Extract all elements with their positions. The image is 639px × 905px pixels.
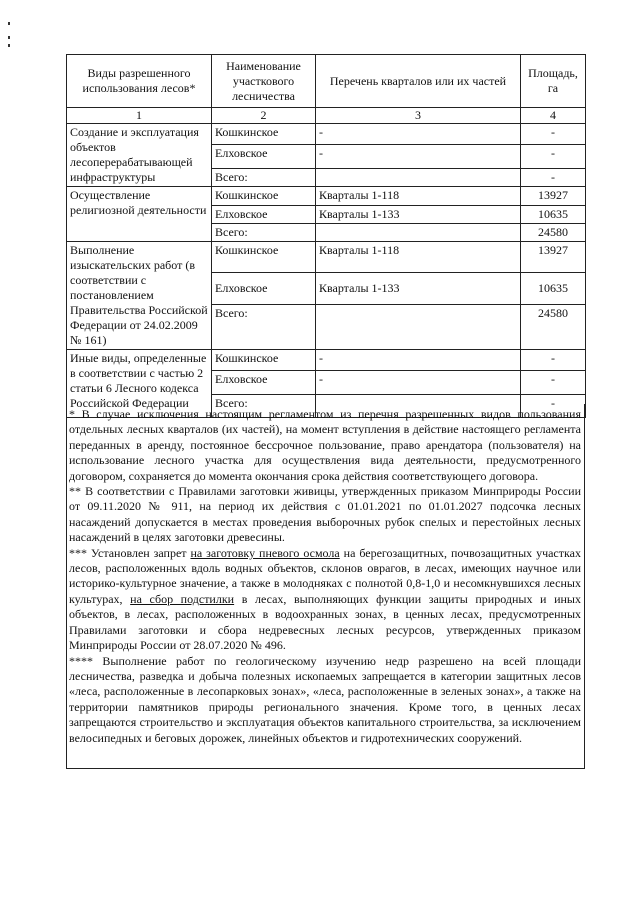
area-cell: 13927 xyxy=(521,187,586,206)
table-header-row xyxy=(67,55,586,108)
forestry-cell: Кошкинское xyxy=(212,124,316,145)
forestry-cell: Елховское xyxy=(212,206,316,224)
area-cell: - xyxy=(521,124,586,145)
footnote-4: **** Выполнение работ по геологическому изучению недр разрешено на всей площади лесничества, разведка и добыча полезных ископаемых запрещается в категории защитных лесов «леса, расположенные в лесопарковых зонах», «леса, расположенные в зеленых зонах», а также на территории памятников природы регионального значения. Кроме того, в ценных лесах запрещаются строительство и эксплуатация объектов капитального строительства, за исключением велосипедных и беговых дорожек, линейных объектов и гидротехнических сооружений. xyxy=(69,653,581,745)
area-total-cell: 24580 xyxy=(521,224,586,242)
scan-artifact xyxy=(8,44,10,47)
quarters-cell: Кварталы 1-133 xyxy=(316,273,521,304)
area-total-cell: - xyxy=(521,395,586,418)
footnote-3-underlined: на сбор подстилки xyxy=(130,591,235,606)
use-type-cell: Иные виды, определенные в соответствии с частью 2 статьи 6 Лесного кодекса Российской Федерации xyxy=(67,350,212,418)
column-number-row xyxy=(67,108,586,124)
forestry-cell: Елховское xyxy=(212,273,316,304)
table-row xyxy=(67,242,586,273)
column-number: 3 xyxy=(316,108,521,124)
forestry-cell: Кошкинское xyxy=(212,350,316,371)
footnote-3-text: в лесах, выполняющих функции защиты природных и иных объектов, в лесах, расположенных в водоохранных зонах, в ценных лесах, предусмотренных Правилами заготовки и сбора недревесных лесных ресурсов, утвержденных приказом Минприроды России от 28.07.2020 № 496. xyxy=(69,591,581,653)
forestry-cell: Елховское xyxy=(212,371,316,395)
forestry-cell: Кошкинское xyxy=(212,187,316,206)
column-number: 1 xyxy=(67,108,212,124)
quarters-cell xyxy=(316,224,521,242)
area-cell: - xyxy=(521,371,586,395)
header-area: Площадь, га xyxy=(521,55,586,108)
footnote-3 xyxy=(69,546,581,654)
forestry-total-cell: Всего: xyxy=(212,304,316,349)
forestry-total-cell: Всего: xyxy=(212,224,316,242)
forestry-cell: Елховское xyxy=(212,145,316,169)
quarters-cell: - xyxy=(316,124,521,145)
permitted-use-table xyxy=(66,54,586,418)
forestry-cell: Кошкинское xyxy=(212,242,316,273)
quarters-cell: - xyxy=(316,350,521,371)
forestry-total-cell: Всего: xyxy=(212,169,316,187)
area-cell: 13927 xyxy=(521,242,586,273)
quarters-cell: Кварталы 1-118 xyxy=(316,242,521,273)
header-quarters: Перечень кварталов или их частей xyxy=(316,55,521,108)
area-cell: - xyxy=(521,145,586,169)
column-number: 2 xyxy=(212,108,316,124)
footnote-2: ** В соответствии с Правилами заготовки живицы, утвержденных приказом Минприроды России от 09.11.2020 № 911, на период их действия с 01.01.2021 по 01.01.2027 подсочка лесных насаждений допускается в местах проведения выборочных рубок спелых и перестойных лесных насаждений в целях заготовки древесины. xyxy=(69,484,581,545)
scan-artifact xyxy=(8,22,10,25)
area-total-cell: - xyxy=(521,169,586,187)
header-forestry: Наименование участкового лесничества xyxy=(212,55,316,108)
scan-artifact xyxy=(8,36,10,39)
footnote-3-underlined: на заготовку пневого осмола xyxy=(190,545,340,560)
area-total-cell: 24580 xyxy=(521,304,586,349)
use-type-cell: Выполнение изыскательских работ (в соответствии с постановлением Правительства Российской Федерации от 24.02.2009 № 161) xyxy=(67,242,212,350)
quarters-cell: Кварталы 1-118 xyxy=(316,187,521,206)
quarters-cell xyxy=(316,169,521,187)
footnote-3-text: на берегозащитных, почвозащитных участках лесов, расположенных вдоль водных объектов, склонов оврагов, в лесах, имеющих научное или историко-культурное значение, а также в молодняках с полнотой 0,8-1,0 и несомкнувшихся лесных культурах, xyxy=(69,545,581,606)
footnote-3-text: *** Установлен запрет xyxy=(69,545,191,560)
area-cell: - xyxy=(521,350,586,371)
table-row xyxy=(67,350,586,371)
header-use-type: Виды разрешенного использования лесов* xyxy=(67,55,212,108)
quarters-cell: Кварталы 1-133 xyxy=(316,206,521,224)
footnotes xyxy=(69,407,581,746)
quarters-cell: - xyxy=(316,371,521,395)
forestry-total-cell: Всего: xyxy=(212,395,316,418)
table-row xyxy=(67,187,586,206)
area-cell: 10635 xyxy=(521,206,586,224)
table-row xyxy=(67,124,586,145)
column-number: 4 xyxy=(521,108,586,124)
use-type-cell: Создание и эксплуатация объектов лесоперерабатывающей инфраструктуры xyxy=(67,124,212,187)
footnote-1: * В случае исключения настоящим регламентом из перечня разрешенных видов пользования отдельных лесных кварталов (их частей), на момент вступления в действие настоящего регламента переданных в аренду, постоянное бессрочное пользование, право арендатора (пользователя) на использование лесного участка для осуществления вида деятельности, предусмотренного договором, сохраняется до момента окончания срока действия соответствующего договора. xyxy=(69,407,581,483)
quarters-cell: - xyxy=(316,145,521,169)
area-cell: 10635 xyxy=(521,273,586,304)
use-type-cell: Осуществление религиозной деятельности xyxy=(67,187,212,242)
quarters-cell xyxy=(316,304,521,349)
